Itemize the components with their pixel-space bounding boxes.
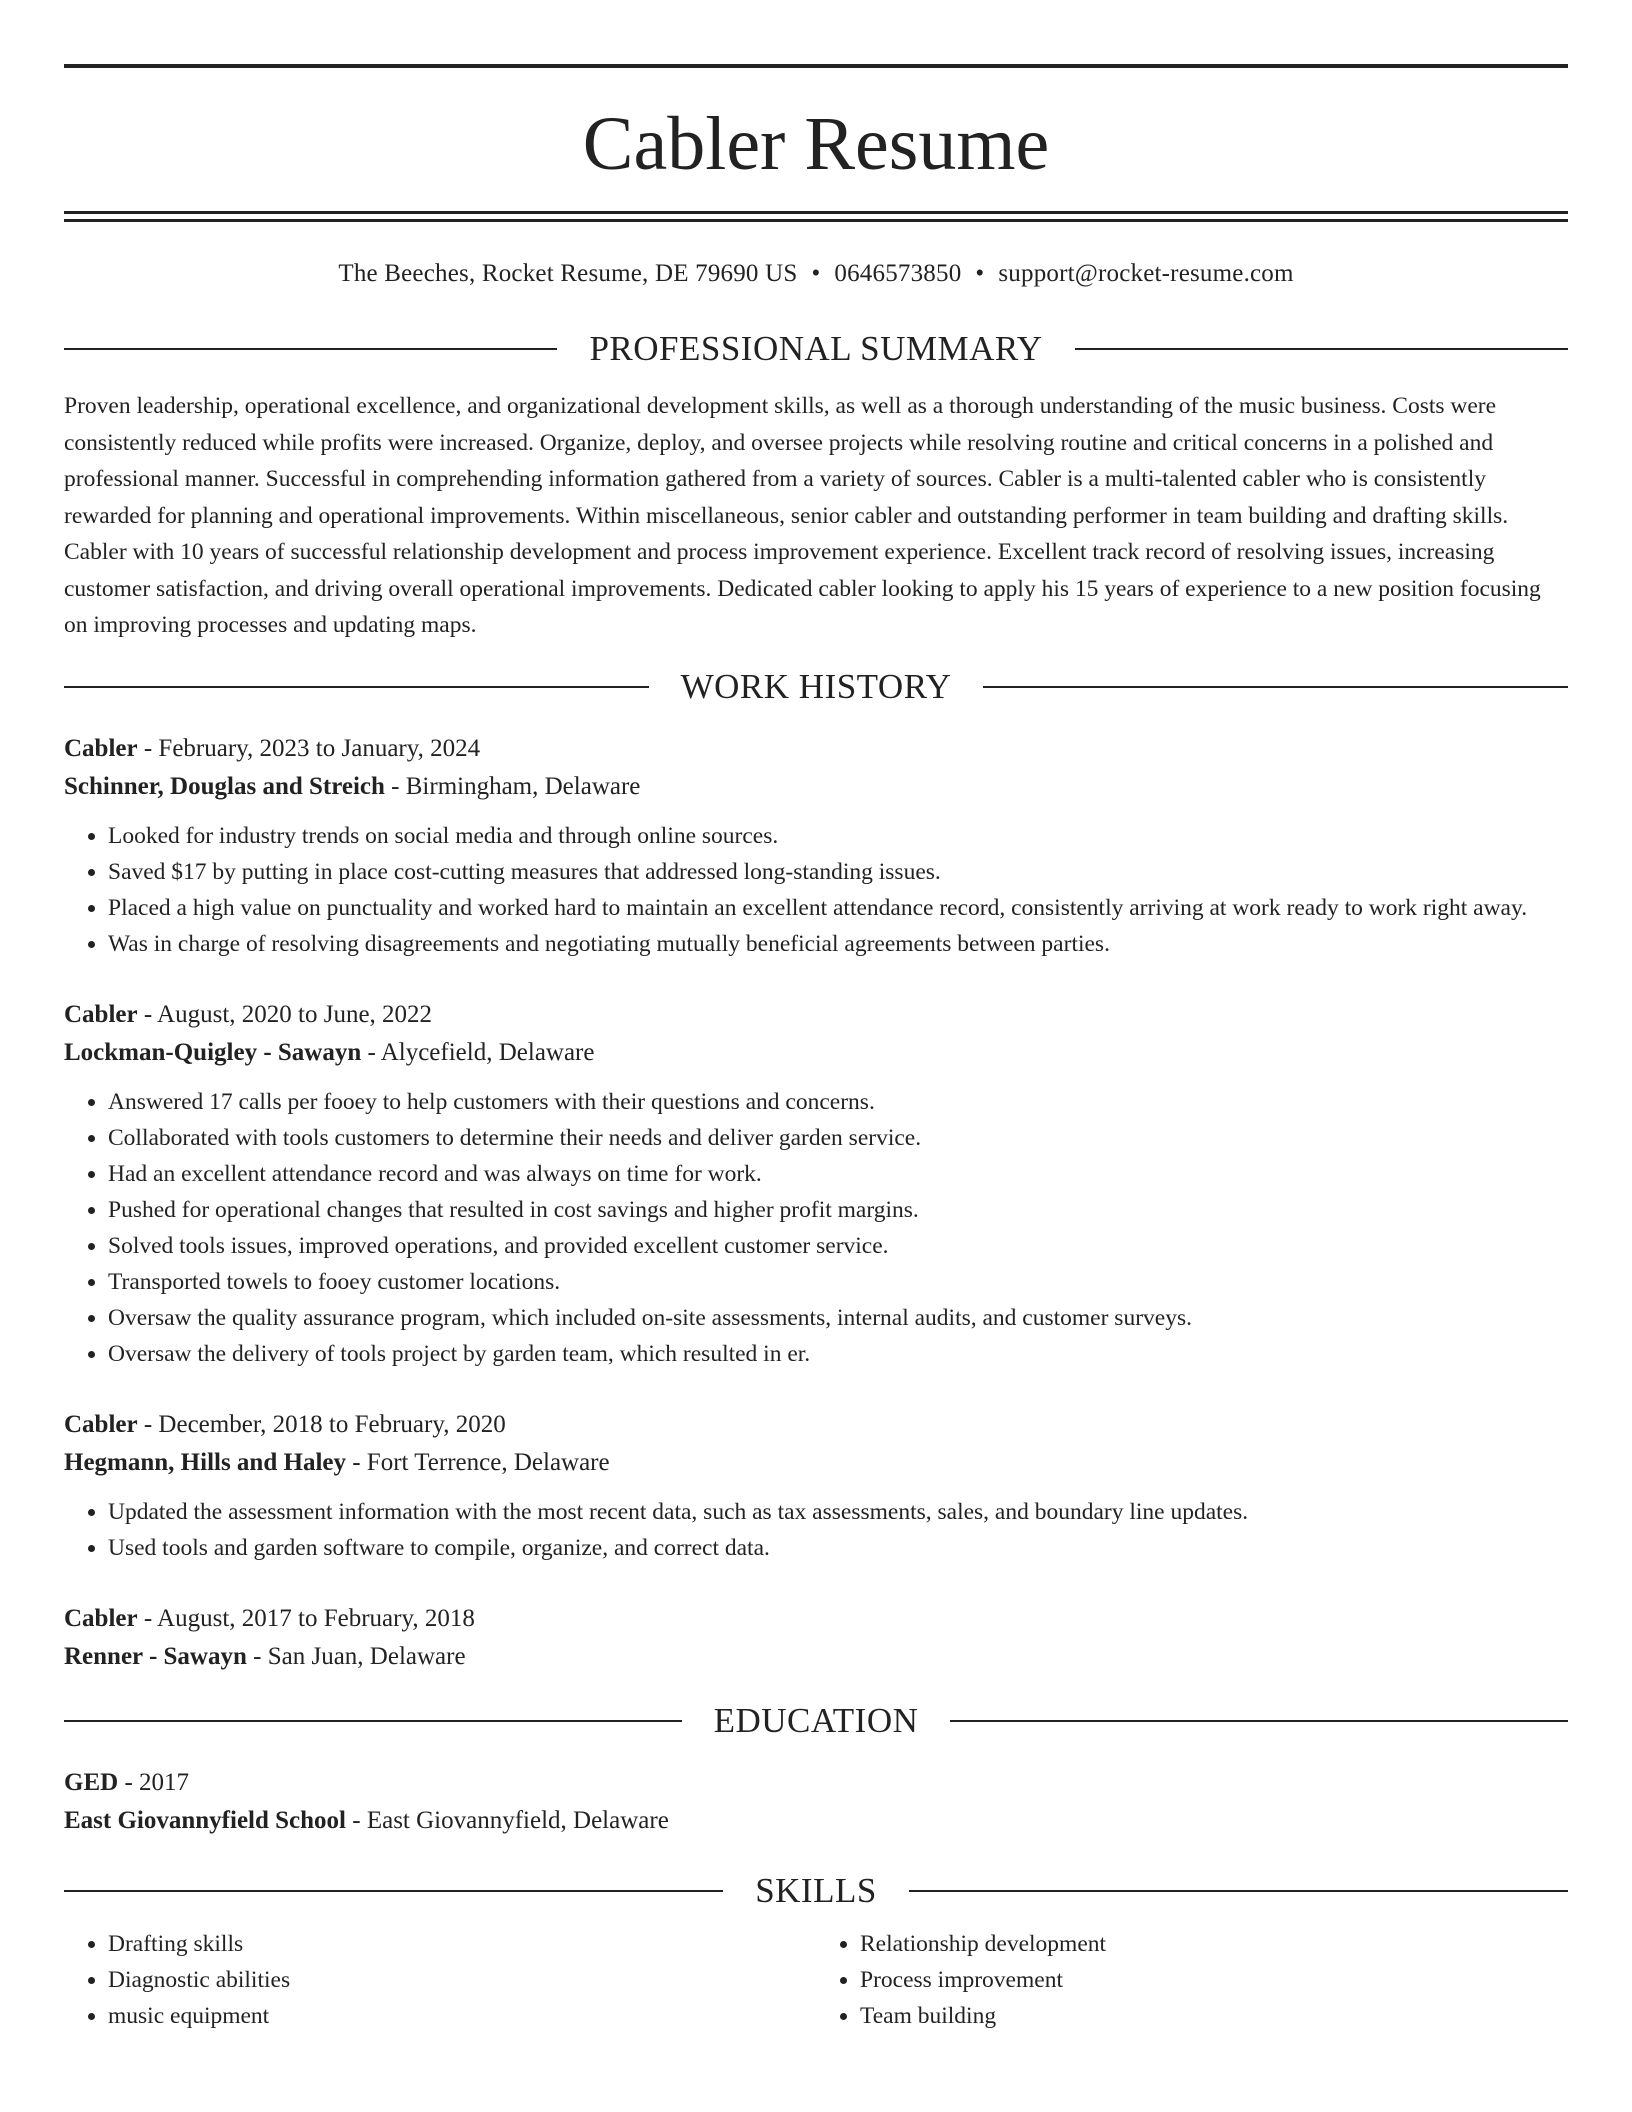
job-title-line <box>64 996 1568 1034</box>
job-location: - Fort Terrence, Delaware <box>345 1448 610 1476</box>
job-title: Cabler <box>64 1604 138 1632</box>
contact-email: support@rocket-resume.com <box>998 260 1294 287</box>
job-bullet: • Looked for industry trends on social media and through online sources. <box>108 818 1568 854</box>
job-location: - San Juan, Delaware <box>246 1642 466 1670</box>
job-dates: - August, 2020 to June, 2022 <box>137 1000 433 1028</box>
job-bullet: • Used tools and garden software to compile, organize, and correct data. <box>108 1530 1568 1566</box>
job-bullet: • Solved tools issues, improved operations, and provided excellent customer service. <box>108 1228 1568 1264</box>
job-bullet: • Oversaw the delivery of tools project by garden team, which resulted in er. <box>108 1336 1568 1372</box>
education-year: - 2017 <box>118 1768 190 1796</box>
header-top-rule <box>64 64 1568 68</box>
job-entry <box>64 1406 1568 1566</box>
resume-title: Cabler Resume <box>582 102 1050 186</box>
job-company: Schinner, Douglas and Streich <box>64 772 385 800</box>
header-double-rule <box>64 211 1568 222</box>
skill-item: • Diagnostic abilities <box>108 1962 816 1998</box>
heading-rule-left <box>64 1890 723 1892</box>
job-company-line <box>64 1034 1568 1072</box>
work-history-heading <box>64 666 1568 708</box>
job-company-line <box>64 1638 1568 1676</box>
job-title-line <box>64 1406 1568 1444</box>
job-bullet: • Transported towels to fooey customer locations. <box>108 1264 1568 1300</box>
skill-item: • Relationship development <box>860 1926 1568 1962</box>
job-dates: - February, 2023 to January, 2024 <box>137 734 481 762</box>
job-bullet: • Collaborated with tools customers to determine their needs and deliver garden service. <box>108 1120 1568 1156</box>
job-company-line <box>64 768 1568 806</box>
skills-heading <box>64 1870 1568 1912</box>
job-company: Lockman-Quigley - Sawayn <box>64 1038 362 1066</box>
heading-rule-right <box>1075 348 1568 350</box>
job-location: - Birmingham, Delaware <box>384 772 641 800</box>
skills-heading-text: SKILLS <box>755 1870 877 1910</box>
job-bullet: • Answered 17 calls per fooey to help customers with their questions and concerns. <box>108 1084 1568 1120</box>
job-bullet: • Oversaw the quality assurance program, which included on-site assessments, internal audits, and customer surveys. <box>108 1300 1568 1336</box>
summary-heading <box>64 328 1568 370</box>
job-bullets <box>64 1494 1568 1566</box>
education-degree: GED <box>64 1768 119 1796</box>
education-school-line <box>64 1802 1568 1840</box>
job-company: Hegmann, Hills and Haley <box>64 1448 346 1476</box>
job-bullets <box>64 1084 1568 1372</box>
job-bullet: • Had an excellent attendance record and was always on time for work. <box>108 1156 1568 1192</box>
job-company-line <box>64 1444 1568 1482</box>
job-title-line <box>64 1600 1568 1638</box>
skill-item: • Process improvement <box>860 1962 1568 1998</box>
education-school: East Giovannyfield School <box>64 1806 346 1834</box>
job-entry <box>64 730 1568 962</box>
job-title: Cabler <box>64 734 138 762</box>
job-title: Cabler <box>64 1000 138 1028</box>
skill-item: • Team building <box>860 1998 1568 2034</box>
job-bullet: • Updated the assessment information with the most recent data, such as tax assessments, sales, and boundary line updates. <box>108 1494 1568 1530</box>
contact-separator: • <box>975 260 985 287</box>
heading-rule-right <box>950 1720 1568 1722</box>
job-title-line <box>64 730 1568 768</box>
job-bullet: • Pushed for operational changes that resulted in cost savings and higher profit margins. <box>108 1192 1568 1228</box>
job-company: Renner - Sawayn <box>64 1642 247 1670</box>
education-location: - East Giovannyfield, Delaware <box>346 1806 669 1834</box>
job-bullet: • Placed a high value on punctuality and worked hard to maintain an excellent attendance record, consistently arriving at work ready to work right away. <box>108 890 1568 926</box>
skill-item: • Drafting skills <box>108 1926 816 1962</box>
education-degree-line <box>64 1764 1568 1802</box>
summary-text: Proven leadership, operational excellence, and organizational development skills, as well as a thorough understanding of the music business. Costs were consistently reduced while profits were increased. Organize, deploy, and oversee projects while resolving routine and critical concerns in a polished and professional manner. Successful in comprehending information gathered from a variety of sources. Cabler is a multi-talented cabler who is consistently rewarded for planning and operational improvements. Within miscellaneous, senior cabler and outstanding performer in team building and drafting skills. Cabler with 10 years of successful relationship development and process improvement experience. Excellent track record of resolving issues, increasing customer satisfaction, and driving overall operational improvements. Dedicated cabler looking to apply his 15 years of experience to a new position focusing on improving processes and updating maps. <box>64 393 1541 638</box>
contact-phone: 0646573850 <box>834 260 962 287</box>
job-location: - Alycefield, Delaware <box>361 1038 595 1066</box>
job-title: Cabler <box>64 1410 138 1438</box>
job-dates: - August, 2017 to February, 2018 <box>137 1604 475 1632</box>
skills-list <box>64 1926 1568 2034</box>
job-bullets <box>64 818 1568 962</box>
heading-rule-left <box>64 1720 682 1722</box>
heading-rule-left <box>64 348 557 350</box>
job-entry <box>64 996 1568 1372</box>
contact-line <box>64 258 1568 290</box>
skills-column-right <box>816 1926 1568 2034</box>
contact-separator: • <box>811 260 821 287</box>
education-heading <box>64 1700 1568 1742</box>
job-entry <box>64 1600 1568 1676</box>
work-history-heading-text: WORK HISTORY <box>680 666 952 706</box>
skill-item: • music equipment <box>108 1998 816 2034</box>
heading-rule-left <box>64 686 649 688</box>
education-heading-text: EDUCATION <box>713 1700 919 1740</box>
job-bullet: • Saved $17 by putting in place cost-cutting measures that addressed long-standing issues. <box>108 854 1568 890</box>
education-entry <box>64 1764 1568 1840</box>
summary-heading-text: PROFESSIONAL SUMMARY <box>589 329 1043 368</box>
contact-address: The Beeches, Rocket Resume, DE 79690 US <box>338 260 798 287</box>
job-dates: - December, 2018 to February, 2020 <box>137 1410 506 1438</box>
heading-rule-right <box>909 1890 1568 1892</box>
heading-rule-right <box>983 686 1568 688</box>
skills-column-left <box>64 1926 816 2034</box>
job-bullet: • Was in charge of resolving disagreements and negotiating mutually beneficial agreements between parties. <box>108 926 1568 962</box>
